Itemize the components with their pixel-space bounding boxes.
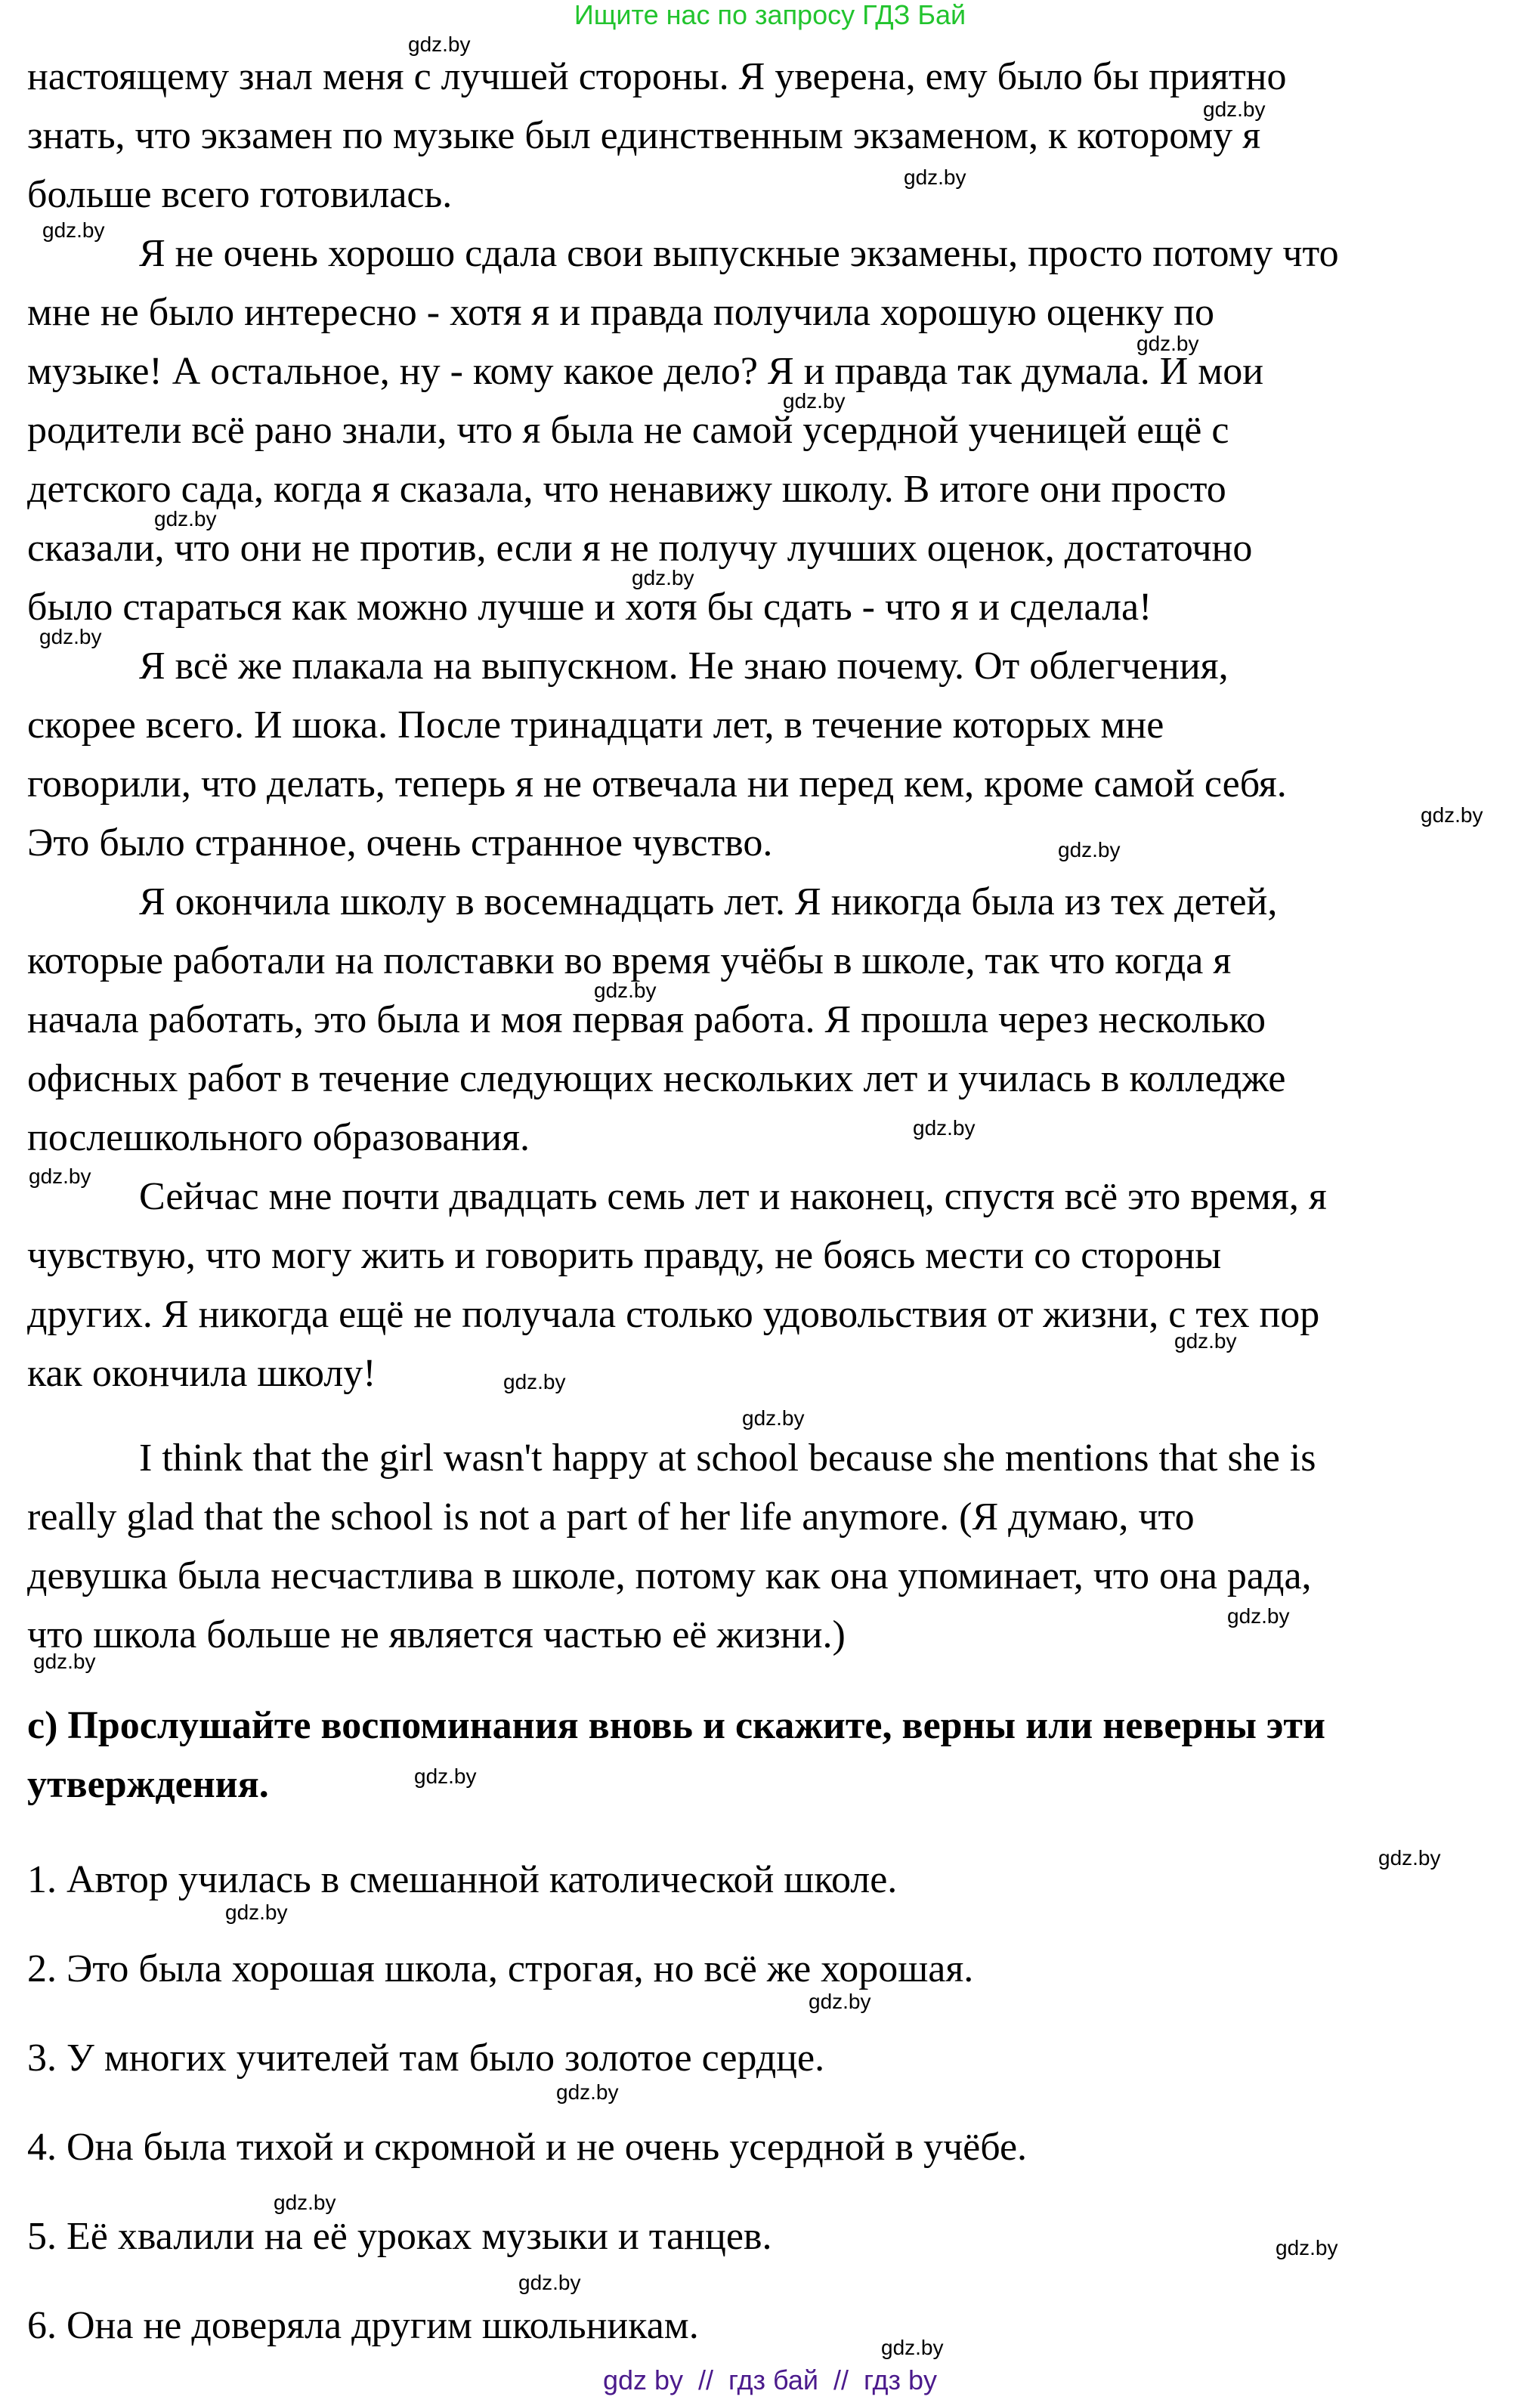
watermark: gdz.by [632,566,694,589]
text-line: скорее всего. И шока. После тринадцати лет, в течение которых мне [27,704,1164,747]
text-line: настоящему знал меня с лучшей стороны. Я уверена, ему было бы приятно [27,55,1287,98]
task-heading: c) Прослушайте воспоминания вновь и скажите, верны или неверны эти [27,1704,1325,1747]
search-hint-banner: Ищите нас по запросу ГДЗ Бай [574,0,966,30]
watermark: gdz.by [783,389,846,413]
text-line: чувствую, что могу жить и говорить правду, не боясь мести со стороны [27,1234,1222,1277]
watermark: gdz.by [1058,838,1121,861]
text-line: которые работали на полставки во время учёбы в школе, так что когда я [27,939,1232,982]
watermark: gdz.by [1136,332,1199,355]
watermark: gdz.by [881,2336,944,2359]
text-line: что школа больше не является частью её жизни.) [27,1613,846,1656]
text-line: музыке! А остальное, ну - кому какое дело? Я и правда так думала. И мои [27,350,1264,393]
paragraph-start-line: Сейчас мне почти двадцать семь лет и наконец, спустя всё это время, я [139,1175,1327,1218]
watermark: gdz.by [1421,803,1483,827]
text-line: говорили, что делать, теперь я не отвечала ни перед кем, кроме самой себя. [27,762,1287,806]
text-line: было стараться как можно лучше и хотя бы сдать - что я и сделала! [27,586,1152,629]
site-footer-links: gdz by // гдз бай // гдз by [602,2364,938,2395]
text-line: офисных работ в течение следующих нескольких лет и училась в колледже [27,1057,1286,1100]
watermark: gdz.by [33,1650,96,1673]
statement-item: 4. Она была тихой и скромной и не очень усердной в учёбе. [27,2126,1028,2169]
watermark: gdz.by [154,507,217,530]
text-line: really glad that the school is not a part of her life anymore. (Я думаю, что [27,1495,1195,1539]
watermark: gdz.by [904,165,966,189]
text-line: начала работать, это была и моя первая работа. Я прошла через несколько [27,998,1266,1041]
watermark: gdz.by [1174,1329,1237,1353]
watermark: gdz.by [518,2271,581,2294]
statement-item: 2. Это была хорошая школа, строгая, но всё же хорошая. [27,1947,974,1990]
text-line: родители всё рано знали, что я была не самой усердной ученицей ещё с [27,409,1229,452]
text-line: Это было странное, очень странное чувство. [27,821,773,864]
watermark: gdz.by [29,1164,91,1188]
statement-item: 6. Она не доверяла другим школьникам. [27,2304,699,2347]
text-line: других. Я никогда ещё не получала столько удовольствия от жизни, с тех пор [27,1293,1320,1336]
watermark: gdz.by [556,2080,619,2104]
paragraph-start-line: Я окончила школу в восемнадцать лет. Я никогда была из тех детей, [139,880,1278,923]
text-line: сказали, что они не против, если я не получу лучших оценок, достаточно [27,527,1253,570]
statement-item: 1. Автор училась в смешанной католической школе. [27,1858,898,1901]
text-line: послешкольного образования. [27,1116,530,1159]
watermark: gdz.by [42,218,105,242]
task-heading: утверждения. [27,1763,269,1806]
watermark: gdz.by [1378,1846,1441,1870]
watermark: gdz.by [414,1764,477,1788]
watermark: gdz.by [913,1116,976,1140]
watermark: gdz.by [594,979,657,1002]
statement-item: 5. Её хвалили на её уроках музыки и танцев. [27,2215,772,2258]
statement-item: 3. У многих учителей там было золотое сердце. [27,2037,825,2080]
text-line: девушка была несчастлива в школе, потому как она упоминает, что она рада, [27,1554,1312,1597]
answer-paragraph-start: I think that the girl wasn't happy at school because she mentions that she is [139,1437,1316,1480]
watermark: gdz.by [742,1406,805,1430]
text-line: детского сада, когда я сказала, что ненавижу школу. В итоге они просто [27,468,1226,511]
watermark: gdz.by [1203,97,1266,121]
text-line: знать, что экзамен по музыке был единственным экзаменом, к которому я [27,114,1261,157]
watermark: gdz.by [225,1901,288,1924]
watermark: gdz.by [408,32,471,56]
text-line: больше всего готовилась. [27,173,453,216]
paragraph-start-line: Я всё же плакала на выпускном. Не знаю почему. От облегчения, [139,645,1229,688]
watermark: gdz.by [1227,1604,1290,1628]
paragraph-start-line: Я не очень хорошо сдала свои выпускные экзамены, просто потому что [139,232,1339,275]
watermark: gdz.by [39,625,102,648]
watermark: gdz.by [1276,2236,1338,2259]
watermark: gdz.by [274,2191,336,2214]
text-line: мне не было интересно - хотя я и правда получила хорошую оценку по [27,291,1214,334]
watermark: gdz.by [809,1990,871,2013]
watermark: gdz.by [503,1370,566,1393]
text-line: как окончила школу! [27,1352,376,1395]
